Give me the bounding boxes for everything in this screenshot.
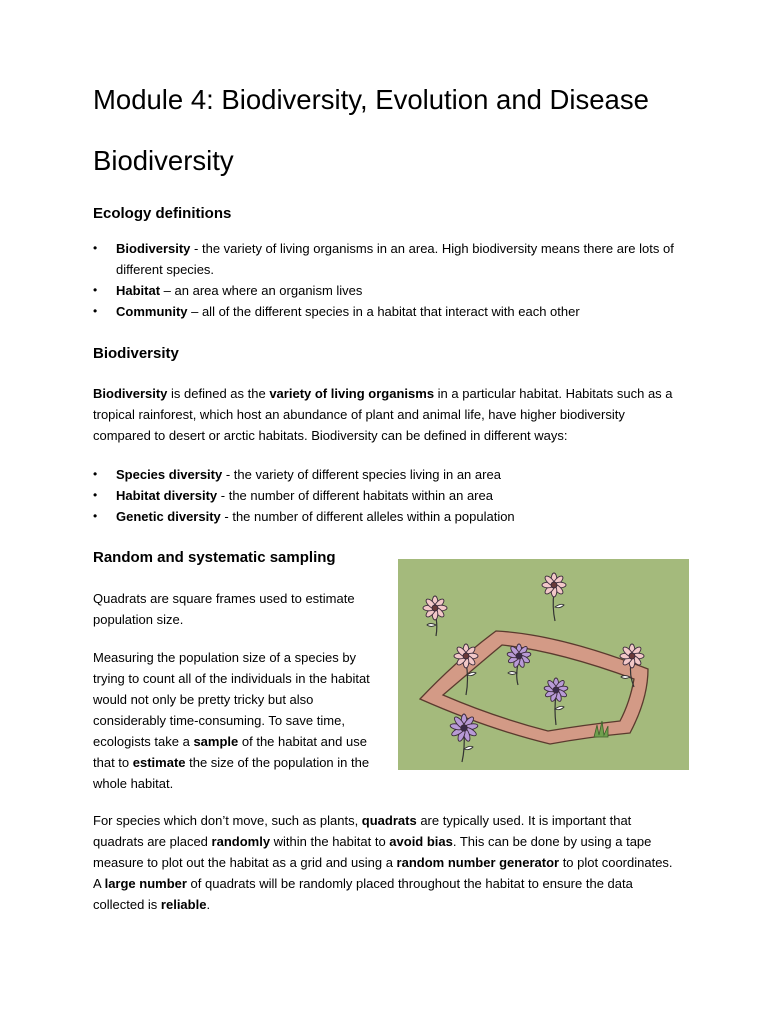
module-title: Module 4: Biodiversity, Evolution and Disease — [93, 84, 649, 115]
biodiversity-paragraph: Biodiversity is defined as the variety of living organisms in a particular habitat. Habitats such as a tropical rainforest, which host an abundance of plant and animal life, have higher biodiversity compared to desert or arctic habitats. Biodiversity can be defined in different ways: — [93, 386, 673, 443]
quadrats-intro-paragraph: Quadrats are square frames used to estimate population size. — [93, 591, 355, 627]
biodiversity-heading: Biodiversity — [93, 345, 179, 362]
sampling-paragraph: Measuring the population size of a species by trying to count all of the individuals in the habitat would not only be pretty tricky but also considerably time-consuming. To save time, ecologists take a sample of the habitat and use that to estimate the size of the population in the whole habitat. — [93, 650, 370, 791]
ecology-definitions-list — [93, 238, 678, 322]
sampling-heading: Random and systematic sampling — [93, 549, 336, 566]
diversity-item: • Genetic diversity - the number of different alleles within a population — [93, 506, 678, 527]
quadrat-illustration — [398, 559, 689, 770]
diversity-types-list — [93, 464, 678, 527]
ecology-definitions-heading: Ecology definitions — [93, 205, 232, 222]
definition-item: • Biodiversity - the variety of living organisms in an area. High biodiversity means there are lots of different species. — [93, 238, 678, 280]
diversity-item: • Species diversity - the variety of different species living in an area — [93, 464, 678, 485]
diversity-item: • Habitat diversity - the number of different habitats within an area — [93, 485, 678, 506]
definition-item: • Community – all of the different species in a habitat that interact with each other — [93, 301, 678, 322]
quadrats-placement-paragraph: For species which don’t move, such as plants, quadrats are typically used. It is important that quadrats are placed randomly within the habitat to avoid bias. This can be done by using a tape measure to plot out the habitat as a grid and using a random number generator to plot coordinates. A large number of quadrats will be randomly placed throughout the habitat to ensure the data collected is reliable. — [93, 813, 673, 912]
definition-item: • Habitat – an area where an organism lives — [93, 280, 678, 301]
section-title: Biodiversity — [93, 145, 234, 176]
